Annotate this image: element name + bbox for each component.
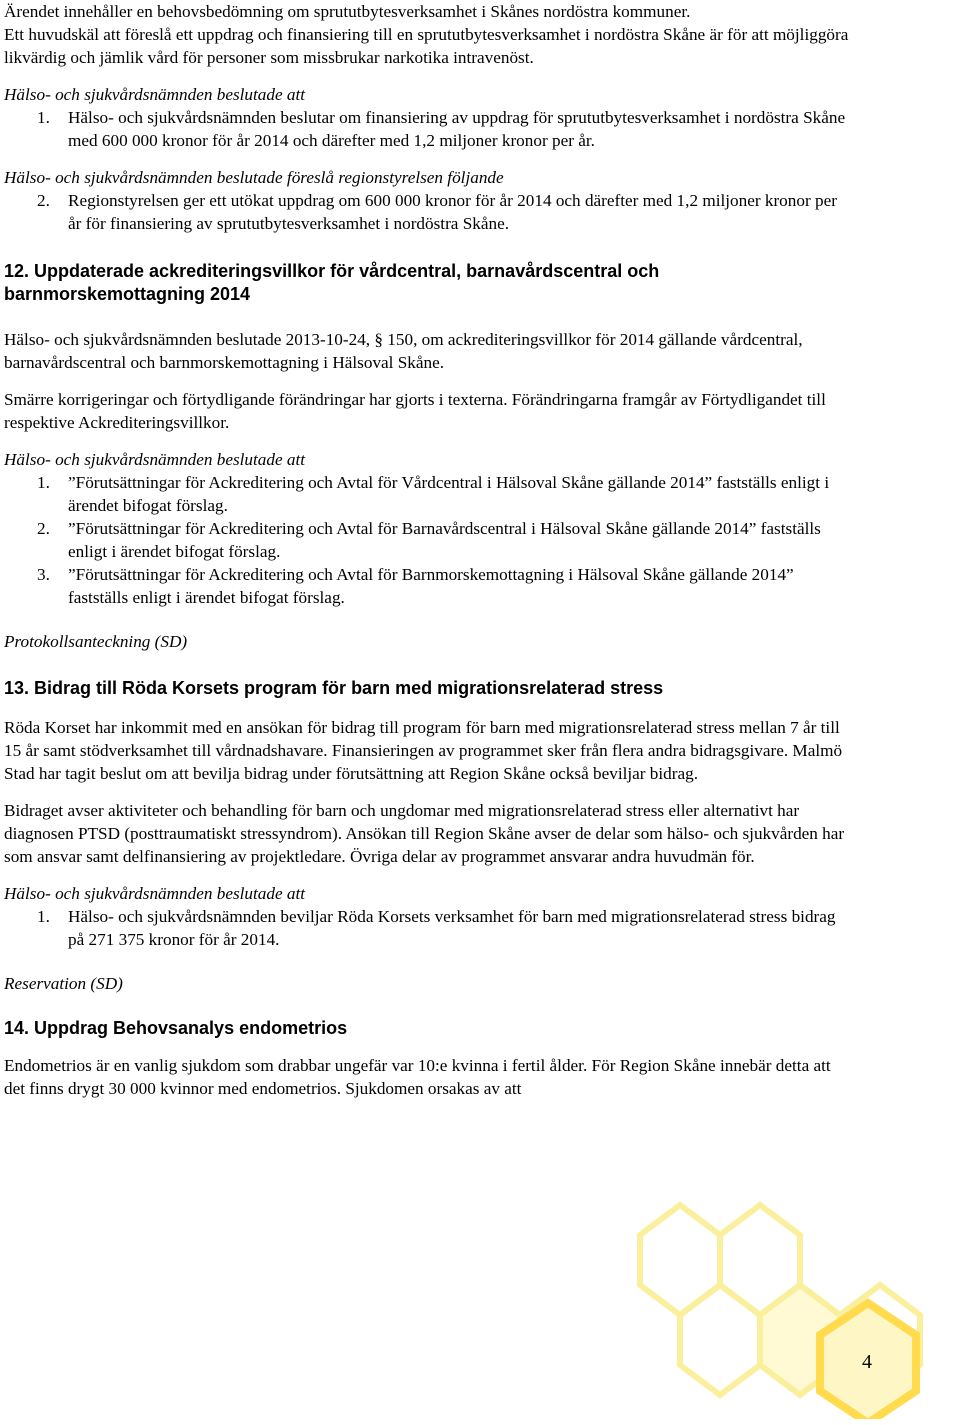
section-13-title: 13. Bidrag till Röda Korsets program för barn med migrationsrelaterad stress xyxy=(4,678,664,698)
honeycomb-graphic xyxy=(600,1195,960,1419)
document-page xyxy=(4,0,854,1100)
item-text: ”Förutsättningar för Ackreditering och Avtal för Barnavårdscentral i Hälsoval Skåne gällande 2014” fastställs enligt i ärendet bifogat förslag. xyxy=(68,519,821,561)
section-12-paragraph-1: Hälso- och sjukvårdsnämnden beslutade 2013-10-24, § 150, om ackrediteringsvillkor för 2014 gällande vårdcentral, barnavårdscentral och barnmorskemottagning i Hälsoval Skåne. xyxy=(4,330,803,372)
decision-list-item xyxy=(4,471,854,517)
item-number: 1. xyxy=(37,907,50,926)
protocol-note: Protokollsanteckning (SD) xyxy=(4,632,188,651)
intro-text-1: Ärendet innehåller en behovsbedömning om sprututbytesverksamhet i Skånes nordöstra kommuner. xyxy=(4,2,691,21)
honeycomb-decoration xyxy=(600,1195,960,1419)
item-number: 3. xyxy=(37,565,50,584)
section-13-paragraph-2: Bidraget avser aktiviteter och behandling för barn och ungdomar med migrationsrelaterad stress eller alternativt har diagnosen PTSD (posttraumatiskt stressyndrom). Ansökan till Region Skåne avser de delar som hälso- och sjukvården har som ansvar samt delfinansiering av projektledare. Övriga delar av programmet ansvarar andra huvudmän för. xyxy=(4,801,845,866)
intro-text-2: Ett huvudskäl att föreslå ett uppdrag och finansiering till en sprututbytesverksamhet i nordöstra Skåne är för att möjliggöra likvärdig och jämlik vård för personer som missbrukar narkotika intravenöst. xyxy=(4,25,849,67)
item-text: ”Förutsättningar för Ackreditering och Avtal för Vårdcentral i Hälsoval Skåne gällande 2014” fastställs enligt i ärendet bifogat förslag. xyxy=(68,473,830,515)
decision-list-item xyxy=(4,905,854,951)
decision-heading: Hälso- och sjukvårdsnämnden beslutade att xyxy=(4,85,306,104)
item-number: 2. xyxy=(37,191,50,210)
decision-list-item xyxy=(4,106,854,152)
hexagon-outline xyxy=(640,1205,720,1315)
decision-heading: Hälso- och sjukvårdsnämnden beslutade att xyxy=(4,884,306,903)
item-number: 1. xyxy=(37,108,50,127)
section-14-title: 14. Uppdrag Behovsanalys endometrios xyxy=(4,1018,348,1038)
reservation-note: Reservation (SD) xyxy=(4,974,123,993)
item-text: Hälso- och sjukvårdsnämnden beviljar Röda Korsets verksamhet för barn med migrationsrelaterad stress bidrag på 271 375 kronor för år 2014. xyxy=(68,907,836,949)
section-12-title: 12. Uppdaterade ackrediteringsvillkor för vårdcentral, barnavårdscentral och barnmorskemottagning 2014 xyxy=(4,261,660,304)
item-text: Regionstyrelsen ger ett utökat uppdrag om 600 000 kronor för år 2014 och därefter med 1,2 miljoner kronor per år för finansiering av sprututbytesverksamhet i nordöstra Skåne. xyxy=(68,191,837,233)
item-text: Hälso- och sjukvårdsnämnden beslutar om finansiering av uppdrag för sprututbytesverksamhet i nordöstra Skåne med 600 000 kronor för år 2014 och därefter med 1,2 miljoner kronor per år. xyxy=(68,108,846,150)
section-13-paragraph-1: Röda Korset har inkommit med en ansökan för bidrag till program för barn med migrationsrelaterad stress mellan 7 år till 15 år samt stödverksamhet till vårdnadshavare. Finansieringen av programmet sker från flera andra bidragsgivare. Malmö Stad har tagit beslut om att bevilja bidrag under förutsättning att Region Skåne också beviljar bidrag. xyxy=(4,718,843,783)
decision-list-item xyxy=(4,189,854,235)
hexagon-outline xyxy=(680,1285,760,1395)
section-14-paragraph-1: Endometrios är en vanlig sjukdom som drabbar ungefär var 10:e kvinna i fertil ålder. För Region Skåne innebär detta att det finns drygt 30 000 kvinnor med endometrios. Sjukdomen orsakas av att xyxy=(4,1056,831,1098)
decision-heading: Hälso- och sjukvårdsnämnden beslutade att xyxy=(4,450,306,469)
decision-list-item xyxy=(4,563,854,609)
item-number: 2. xyxy=(37,519,50,538)
item-text: ”Förutsättningar för Ackreditering och Avtal för Barnmorskemottagning i Hälsoval Skåne gällande 2014” fastställs enligt i ärendet bifogat förslag. xyxy=(68,565,794,607)
section-12-paragraph-2: Smärre korrigeringar och förtydligande förändringar har gjorts i texterna. Förändringarna framgår av Förtydligandet till respektive Ackrediteringsvillkor. xyxy=(4,390,826,432)
decision-list-item xyxy=(4,517,854,563)
page-number: 4 xyxy=(862,1351,872,1373)
proposal-heading: Hälso- och sjukvårdsnämnden beslutade föreslå regionstyrelsen följande xyxy=(4,168,504,187)
item-number: 1. xyxy=(37,473,50,492)
